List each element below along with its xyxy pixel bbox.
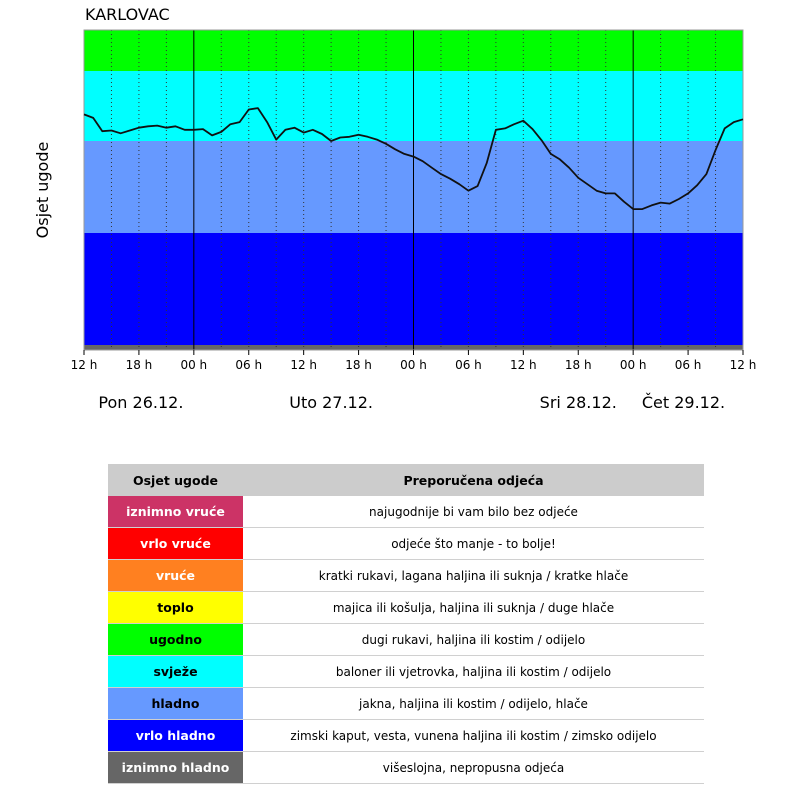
- legend-row: [108, 656, 704, 688]
- legend-clothing-cell: baloner ili vjetrovka, haljina ili kostim / odijelo: [243, 656, 704, 688]
- day-labels: [98, 393, 725, 412]
- legend-category-cell: iznimno vruće: [108, 496, 243, 528]
- x-tick-label: 12 h: [70, 358, 98, 372]
- legend-row: [108, 560, 704, 592]
- x-tick-label: 12 h: [290, 358, 318, 372]
- legend-clothing-cell: majica ili košulja, haljina ili suknja / duge hlače: [243, 592, 704, 624]
- y-axis-label: Osjet ugode: [33, 141, 52, 239]
- x-tick-label: 06 h: [674, 358, 702, 372]
- x-axis-ticks: [71, 350, 757, 372]
- day-label: Sri 28.12.: [539, 393, 617, 412]
- legend-row: [108, 720, 704, 752]
- legend-row: [108, 624, 704, 656]
- legend-category-cell: vrlo vruće: [108, 528, 243, 560]
- x-tick-label: 06 h: [235, 358, 263, 372]
- legend-clothing-cell: najugodnije bi vam bilo bez odjeće: [243, 496, 704, 528]
- legend-header-category: Osjet ugode: [108, 464, 243, 496]
- legend-header-row: [108, 464, 704, 496]
- legend-category-cell: vrlo hladno: [108, 720, 243, 752]
- day-label: Uto 27.12.: [289, 393, 373, 412]
- legend-header-clothing: Preporučena odjeća: [243, 464, 704, 496]
- chart-title: KARLOVAC: [85, 5, 170, 24]
- legend-clothing-cell: kratki rukavi, lagana haljina ili suknja / kratke hlače: [243, 560, 704, 592]
- legend-row: [108, 592, 704, 624]
- x-tick-label: 12 h: [509, 358, 537, 372]
- legend-row: [108, 688, 704, 720]
- legend-category-cell: svježe: [108, 656, 243, 688]
- legend-category-cell: iznimno hladno: [108, 752, 243, 784]
- legend-clothing-cell: odjeće što manje - to bolje!: [243, 528, 704, 560]
- legend-clothing-cell: višeslojna, nepropusna odjeća: [243, 752, 704, 784]
- x-tick-label: 18 h: [345, 358, 372, 372]
- x-tick-label: 06 h: [455, 358, 482, 372]
- day-label: Pon 26.12.: [98, 393, 184, 412]
- legend-row: [108, 752, 704, 784]
- legend-category-cell: ugodno: [108, 624, 243, 656]
- x-tick-label: 12 h: [729, 358, 757, 372]
- legend-category-cell: vruće: [108, 560, 243, 592]
- x-tick-label: 18 h: [564, 358, 592, 372]
- day-label: Čet 29.12.: [641, 393, 726, 412]
- legend-clothing-cell: dugi rukavi, haljina ili kostim / odijelo: [243, 624, 704, 656]
- x-tick-label: 18 h: [125, 358, 153, 372]
- legend-clothing-cell: zimski kaput, vesta, vunena haljina ili kostim / zimsko odijelo: [243, 720, 704, 752]
- clothing-legend-table: [108, 464, 704, 784]
- legend-row: [108, 496, 704, 528]
- x-tick-label: 00 h: [180, 358, 208, 372]
- legend-row: [108, 528, 704, 560]
- legend-clothing-cell: jakna, haljina ili kostim / odijelo, hlače: [243, 688, 704, 720]
- x-tick-label: 00 h: [400, 358, 427, 372]
- legend-category-cell: toplo: [108, 592, 243, 624]
- x-tick-label: 00 h: [619, 358, 647, 372]
- legend-category-cell: hladno: [108, 688, 243, 720]
